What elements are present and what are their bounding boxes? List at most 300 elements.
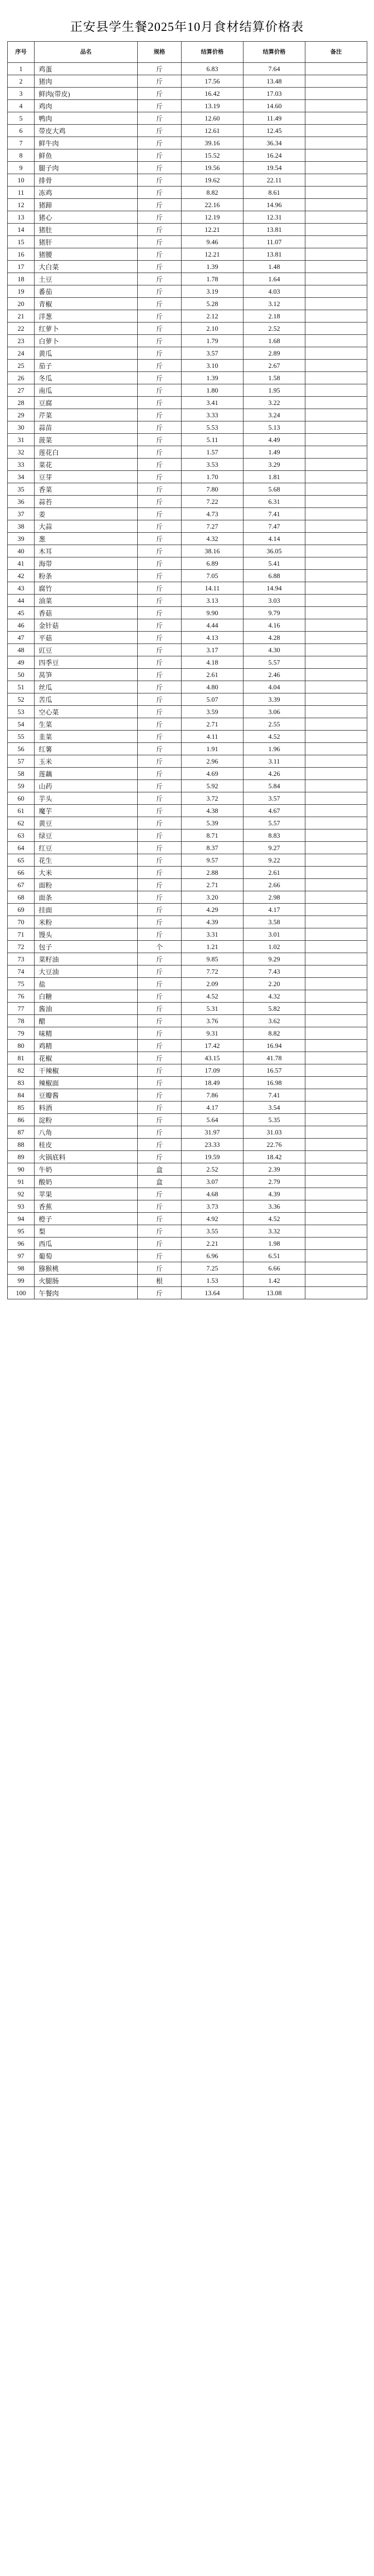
table-row bbox=[8, 446, 367, 459]
cell-index: 24 bbox=[8, 347, 35, 360]
cell-remark bbox=[305, 409, 367, 421]
cell-price-secondary: 31.03 bbox=[243, 1126, 305, 1139]
cell-price-primary: 3.41 bbox=[182, 397, 243, 409]
cell-remark bbox=[305, 891, 367, 904]
cell-name: 南瓜 bbox=[35, 384, 138, 397]
cell-price-primary: 6.83 bbox=[182, 63, 243, 75]
cell-remark bbox=[305, 1188, 367, 1200]
cell-remark bbox=[305, 681, 367, 693]
cell-remark bbox=[305, 990, 367, 1003]
cell-spec: 盒 bbox=[138, 1163, 182, 1176]
cell-name: 猪肚 bbox=[35, 224, 138, 236]
cell-index: 77 bbox=[8, 1003, 35, 1015]
cell-name: 鸡肉 bbox=[35, 100, 138, 112]
cell-remark bbox=[305, 397, 367, 409]
cell-price-secondary: 5.13 bbox=[243, 421, 305, 434]
cell-spec: 斤 bbox=[138, 1250, 182, 1262]
cell-price-secondary: 12.45 bbox=[243, 125, 305, 137]
cell-index: 48 bbox=[8, 644, 35, 656]
cell-price-primary: 7.80 bbox=[182, 483, 243, 496]
cell-spec: 斤 bbox=[138, 780, 182, 792]
cell-index: 11 bbox=[8, 187, 35, 199]
cell-name: 丝瓜 bbox=[35, 681, 138, 693]
cell-price-secondary: 13.81 bbox=[243, 224, 305, 236]
cell-name: 四季豆 bbox=[35, 656, 138, 669]
table-row bbox=[8, 285, 367, 298]
cell-name: 淀粉 bbox=[35, 1114, 138, 1126]
cell-price-secondary: 7.43 bbox=[243, 965, 305, 978]
cell-price-secondary: 5.57 bbox=[243, 656, 305, 669]
cell-remark bbox=[305, 224, 367, 236]
cell-price-primary: 6.89 bbox=[182, 557, 243, 570]
table-row bbox=[8, 965, 367, 978]
cell-name: 油菜 bbox=[35, 595, 138, 607]
cell-price-primary: 3.07 bbox=[182, 1176, 243, 1188]
cell-price-secondary: 4.39 bbox=[243, 1188, 305, 1200]
cell-name: 莲花白 bbox=[35, 446, 138, 459]
cell-remark bbox=[305, 1077, 367, 1089]
cell-remark bbox=[305, 731, 367, 743]
cell-spec: 斤 bbox=[138, 607, 182, 619]
table-row bbox=[8, 792, 367, 805]
cell-remark bbox=[305, 421, 367, 434]
cell-remark bbox=[305, 310, 367, 323]
cell-price-primary: 7.72 bbox=[182, 965, 243, 978]
cell-price-secondary: 4.52 bbox=[243, 1213, 305, 1225]
table-row bbox=[8, 681, 367, 693]
cell-price-primary: 4.80 bbox=[182, 681, 243, 693]
table-row bbox=[8, 953, 367, 965]
cell-name: 味精 bbox=[35, 1027, 138, 1040]
cell-remark bbox=[305, 347, 367, 360]
cell-price-secondary: 2.67 bbox=[243, 360, 305, 372]
table-row bbox=[8, 397, 367, 409]
cell-name: 豆瓣酱 bbox=[35, 1089, 138, 1101]
cell-price-secondary: 13.81 bbox=[243, 248, 305, 261]
cell-price-primary: 9.90 bbox=[182, 607, 243, 619]
cell-price-secondary: 7.64 bbox=[243, 63, 305, 75]
cell-price-secondary: 13.08 bbox=[243, 1287, 305, 1299]
cell-remark bbox=[305, 706, 367, 718]
cell-price-primary: 17.09 bbox=[182, 1064, 243, 1077]
cell-remark bbox=[305, 335, 367, 347]
cell-remark bbox=[305, 953, 367, 965]
cell-remark bbox=[305, 483, 367, 496]
table-row bbox=[8, 1275, 367, 1287]
cell-spec: 斤 bbox=[138, 669, 182, 681]
cell-index: 51 bbox=[8, 681, 35, 693]
cell-price-secondary: 4.04 bbox=[243, 681, 305, 693]
cell-index: 63 bbox=[8, 829, 35, 842]
cell-index: 42 bbox=[8, 570, 35, 582]
table-row bbox=[8, 483, 367, 496]
cell-name: 平菇 bbox=[35, 632, 138, 644]
cell-price-primary: 16.42 bbox=[182, 88, 243, 100]
table-row bbox=[8, 904, 367, 916]
table-row bbox=[8, 421, 367, 434]
cell-index: 73 bbox=[8, 953, 35, 965]
table-row bbox=[8, 1114, 367, 1126]
table-row bbox=[8, 990, 367, 1003]
cell-remark bbox=[305, 261, 367, 273]
cell-index: 13 bbox=[8, 211, 35, 224]
cell-spec: 斤 bbox=[138, 496, 182, 508]
cell-price-primary: 2.71 bbox=[182, 718, 243, 731]
cell-remark bbox=[305, 1003, 367, 1015]
cell-spec: 斤 bbox=[138, 483, 182, 496]
cell-index: 20 bbox=[8, 298, 35, 310]
cell-price-primary: 4.39 bbox=[182, 916, 243, 928]
cell-name: 鲜肉(带皮) bbox=[35, 88, 138, 100]
cell-remark bbox=[305, 434, 367, 446]
table-row bbox=[8, 928, 367, 941]
cell-name: 菜籽油 bbox=[35, 953, 138, 965]
cell-name: 猪肝 bbox=[35, 236, 138, 248]
cell-remark bbox=[305, 360, 367, 372]
cell-index: 72 bbox=[8, 941, 35, 953]
cell-price-primary: 17.42 bbox=[182, 1040, 243, 1052]
cell-name: 馒头 bbox=[35, 928, 138, 941]
cell-price-secondary: 4.30 bbox=[243, 644, 305, 656]
table-row bbox=[8, 656, 367, 669]
table-row bbox=[8, 372, 367, 384]
cell-spec: 斤 bbox=[138, 471, 182, 483]
table-row bbox=[8, 1089, 367, 1101]
cell-index: 16 bbox=[8, 248, 35, 261]
cell-remark bbox=[305, 1200, 367, 1213]
cell-remark bbox=[305, 1040, 367, 1052]
cell-index: 83 bbox=[8, 1077, 35, 1089]
table-row bbox=[8, 162, 367, 174]
cell-name: 金针菇 bbox=[35, 619, 138, 632]
cell-remark bbox=[305, 965, 367, 978]
cell-price-primary: 12.61 bbox=[182, 125, 243, 137]
cell-price-primary: 7.22 bbox=[182, 496, 243, 508]
cell-price-primary: 4.68 bbox=[182, 1188, 243, 1200]
table-row bbox=[8, 879, 367, 891]
cell-spec: 斤 bbox=[138, 681, 182, 693]
cell-remark bbox=[305, 916, 367, 928]
cell-index: 31 bbox=[8, 434, 35, 446]
table-row bbox=[8, 1077, 367, 1089]
cell-price-primary: 4.44 bbox=[182, 619, 243, 632]
cell-price-primary: 19.59 bbox=[182, 1151, 243, 1163]
table-row bbox=[8, 582, 367, 595]
cell-spec: 斤 bbox=[138, 137, 182, 149]
cell-spec: 斤 bbox=[138, 570, 182, 582]
cell-remark bbox=[305, 1287, 367, 1299]
cell-spec: 斤 bbox=[138, 224, 182, 236]
cell-remark bbox=[305, 285, 367, 298]
cell-index: 57 bbox=[8, 755, 35, 768]
cell-remark bbox=[305, 471, 367, 483]
cell-spec: 斤 bbox=[138, 1139, 182, 1151]
cell-price-secondary: 16.57 bbox=[243, 1064, 305, 1077]
cell-price-primary: 3.13 bbox=[182, 595, 243, 607]
cell-price-secondary: 5.84 bbox=[243, 780, 305, 792]
cell-index: 70 bbox=[8, 916, 35, 928]
cell-spec: 斤 bbox=[138, 347, 182, 360]
cell-spec: 斤 bbox=[138, 421, 182, 434]
cell-price-primary: 3.73 bbox=[182, 1200, 243, 1213]
table-row bbox=[8, 211, 367, 224]
cell-remark bbox=[305, 273, 367, 285]
table-row bbox=[8, 137, 367, 149]
cell-index: 58 bbox=[8, 768, 35, 780]
cell-remark bbox=[305, 248, 367, 261]
cell-name: 花椒 bbox=[35, 1052, 138, 1064]
cell-index: 15 bbox=[8, 236, 35, 248]
cell-price-secondary: 3.39 bbox=[243, 693, 305, 706]
cell-spec: 斤 bbox=[138, 928, 182, 941]
cell-price-secondary: 5.68 bbox=[243, 483, 305, 496]
table-row bbox=[8, 669, 367, 681]
cell-price-primary: 5.31 bbox=[182, 1003, 243, 1015]
cell-price-primary: 2.12 bbox=[182, 310, 243, 323]
cell-price-secondary: 3.06 bbox=[243, 706, 305, 718]
table-row bbox=[8, 768, 367, 780]
cell-index: 56 bbox=[8, 743, 35, 755]
cell-remark bbox=[305, 829, 367, 842]
cell-remark bbox=[305, 446, 367, 459]
table-row bbox=[8, 434, 367, 446]
cell-spec: 斤 bbox=[138, 1003, 182, 1015]
cell-price-secondary: 13.48 bbox=[243, 75, 305, 88]
cell-spec: 斤 bbox=[138, 100, 182, 112]
cell-name: 辣椒面 bbox=[35, 1077, 138, 1089]
cell-spec: 斤 bbox=[138, 1287, 182, 1299]
cell-price-secondary: 4.26 bbox=[243, 768, 305, 780]
cell-name: 鸡蛋 bbox=[35, 63, 138, 75]
cell-price-secondary: 1.81 bbox=[243, 471, 305, 483]
cell-name: 带皮大鸡 bbox=[35, 125, 138, 137]
cell-price-secondary: 3.22 bbox=[243, 397, 305, 409]
cell-spec: 斤 bbox=[138, 459, 182, 471]
cell-name: 菜花 bbox=[35, 459, 138, 471]
cell-spec: 斤 bbox=[138, 965, 182, 978]
cell-price-primary: 18.49 bbox=[182, 1077, 243, 1089]
cell-remark bbox=[305, 187, 367, 199]
cell-name: 猪心 bbox=[35, 211, 138, 224]
cell-spec: 斤 bbox=[138, 990, 182, 1003]
cell-name: 豇豆 bbox=[35, 644, 138, 656]
cell-price-primary: 5.28 bbox=[182, 298, 243, 310]
table-row bbox=[8, 88, 367, 100]
cell-spec: 斤 bbox=[138, 372, 182, 384]
cell-remark bbox=[305, 459, 367, 471]
cell-spec: 斤 bbox=[138, 1077, 182, 1089]
cell-spec: 斤 bbox=[138, 1015, 182, 1027]
cell-name: 豆腐 bbox=[35, 397, 138, 409]
cell-price-primary: 4.69 bbox=[182, 768, 243, 780]
cell-price-primary: 3.20 bbox=[182, 891, 243, 904]
cell-price-primary: 43.15 bbox=[182, 1052, 243, 1064]
cell-index: 40 bbox=[8, 545, 35, 557]
cell-spec: 斤 bbox=[138, 1213, 182, 1225]
cell-price-primary: 4.11 bbox=[182, 731, 243, 743]
cell-index: 25 bbox=[8, 360, 35, 372]
header-price-primary: 结算价格 bbox=[182, 42, 243, 63]
cell-index: 49 bbox=[8, 656, 35, 669]
cell-index: 81 bbox=[8, 1052, 35, 1064]
cell-name: 白糖 bbox=[35, 990, 138, 1003]
cell-price-secondary: 9.27 bbox=[243, 842, 305, 854]
cell-name: 山药 bbox=[35, 780, 138, 792]
cell-remark bbox=[305, 112, 367, 125]
cell-price-secondary: 14.96 bbox=[243, 199, 305, 211]
cell-price-primary: 1.70 bbox=[182, 471, 243, 483]
cell-index: 55 bbox=[8, 731, 35, 743]
cell-remark bbox=[305, 1238, 367, 1250]
cell-name: 米粉 bbox=[35, 916, 138, 928]
cell-price-secondary: 2.61 bbox=[243, 867, 305, 879]
cell-remark bbox=[305, 1052, 367, 1064]
cell-spec: 斤 bbox=[138, 632, 182, 644]
table-row bbox=[8, 693, 367, 706]
cell-price-primary: 2.09 bbox=[182, 978, 243, 990]
cell-spec: 斤 bbox=[138, 384, 182, 397]
cell-price-primary: 1.53 bbox=[182, 1275, 243, 1287]
cell-price-primary: 5.64 bbox=[182, 1114, 243, 1126]
cell-index: 89 bbox=[8, 1151, 35, 1163]
cell-remark bbox=[305, 656, 367, 669]
cell-spec: 斤 bbox=[138, 409, 182, 421]
page-title: 正安县学生餐2025年10月食材结算价格表 bbox=[70, 20, 304, 34]
cell-remark bbox=[305, 817, 367, 829]
table-row bbox=[8, 545, 367, 557]
cell-spec: 斤 bbox=[138, 125, 182, 137]
cell-remark bbox=[305, 1101, 367, 1114]
cell-price-primary: 4.92 bbox=[182, 1213, 243, 1225]
cell-price-primary: 4.73 bbox=[182, 508, 243, 520]
cell-price-secondary: 7.41 bbox=[243, 508, 305, 520]
cell-price-secondary: 9.79 bbox=[243, 607, 305, 619]
cell-name: 芋头 bbox=[35, 792, 138, 805]
cell-price-secondary: 8.82 bbox=[243, 1027, 305, 1040]
cell-remark bbox=[305, 693, 367, 706]
cell-remark bbox=[305, 867, 367, 879]
cell-price-primary: 3.10 bbox=[182, 360, 243, 372]
cell-index: 28 bbox=[8, 397, 35, 409]
cell-index: 29 bbox=[8, 409, 35, 421]
cell-index: 62 bbox=[8, 817, 35, 829]
table-row bbox=[8, 805, 367, 817]
cell-index: 46 bbox=[8, 619, 35, 632]
cell-price-secondary: 6.66 bbox=[243, 1262, 305, 1275]
cell-name: 苹果 bbox=[35, 1188, 138, 1200]
cell-index: 38 bbox=[8, 520, 35, 533]
table-row bbox=[8, 743, 367, 755]
cell-index: 74 bbox=[8, 965, 35, 978]
cell-index: 98 bbox=[8, 1262, 35, 1275]
cell-name: 花生 bbox=[35, 854, 138, 867]
cell-name: 大豆油 bbox=[35, 965, 138, 978]
cell-name: 洋葱 bbox=[35, 310, 138, 323]
cell-price-primary: 9.85 bbox=[182, 953, 243, 965]
cell-index: 10 bbox=[8, 174, 35, 187]
cell-price-secondary: 3.62 bbox=[243, 1015, 305, 1027]
cell-index: 60 bbox=[8, 792, 35, 805]
cell-remark bbox=[305, 718, 367, 731]
cell-remark bbox=[305, 595, 367, 607]
cell-spec: 斤 bbox=[138, 768, 182, 780]
cell-remark bbox=[305, 1015, 367, 1027]
cell-index: 18 bbox=[8, 273, 35, 285]
table-row bbox=[8, 459, 367, 471]
cell-price-primary: 19.56 bbox=[182, 162, 243, 174]
table-row bbox=[8, 199, 367, 211]
table-row bbox=[8, 1027, 367, 1040]
cell-price-secondary: 3.12 bbox=[243, 298, 305, 310]
cell-price-secondary: 9.29 bbox=[243, 953, 305, 965]
table-row bbox=[8, 1225, 367, 1238]
cell-price-secondary: 2.79 bbox=[243, 1176, 305, 1188]
cell-spec: 斤 bbox=[138, 162, 182, 174]
cell-index: 37 bbox=[8, 508, 35, 520]
cell-name: 莴笋 bbox=[35, 669, 138, 681]
cell-remark bbox=[305, 879, 367, 891]
cell-name: 红萝卜 bbox=[35, 323, 138, 335]
cell-price-secondary: 2.46 bbox=[243, 669, 305, 681]
cell-remark bbox=[305, 100, 367, 112]
cell-price-secondary: 41.78 bbox=[243, 1052, 305, 1064]
cell-remark bbox=[305, 669, 367, 681]
cell-price-secondary: 4.16 bbox=[243, 619, 305, 632]
table-row bbox=[8, 941, 367, 953]
cell-index: 82 bbox=[8, 1064, 35, 1077]
cell-spec: 斤 bbox=[138, 755, 182, 768]
cell-spec: 斤 bbox=[138, 1027, 182, 1040]
table-row bbox=[8, 570, 367, 582]
cell-price-primary: 3.33 bbox=[182, 409, 243, 421]
cell-name: 猪肉 bbox=[35, 75, 138, 88]
cell-name: 八角 bbox=[35, 1126, 138, 1139]
cell-price-secondary: 3.03 bbox=[243, 595, 305, 607]
cell-index: 79 bbox=[8, 1027, 35, 1040]
cell-remark bbox=[305, 372, 367, 384]
table-row bbox=[8, 323, 367, 335]
table-row bbox=[8, 1200, 367, 1213]
cell-spec: 斤 bbox=[138, 1200, 182, 1213]
cell-remark bbox=[305, 545, 367, 557]
cell-price-secondary: 22.76 bbox=[243, 1139, 305, 1151]
cell-price-primary: 5.11 bbox=[182, 434, 243, 446]
cell-price-primary: 19.62 bbox=[182, 174, 243, 187]
cell-price-primary: 8.71 bbox=[182, 829, 243, 842]
cell-price-secondary: 3.01 bbox=[243, 928, 305, 941]
cell-price-primary: 3.31 bbox=[182, 928, 243, 941]
table-row bbox=[8, 224, 367, 236]
cell-price-primary: 4.18 bbox=[182, 656, 243, 669]
cell-name: 西瓜 bbox=[35, 1238, 138, 1250]
cell-price-primary: 3.72 bbox=[182, 792, 243, 805]
cell-name: 姜 bbox=[35, 508, 138, 520]
cell-spec: 斤 bbox=[138, 1188, 182, 1200]
cell-price-secondary: 7.41 bbox=[243, 1089, 305, 1101]
table-row bbox=[8, 780, 367, 792]
cell-spec: 斤 bbox=[138, 1126, 182, 1139]
table-row bbox=[8, 298, 367, 310]
cell-index: 32 bbox=[8, 446, 35, 459]
cell-remark bbox=[305, 928, 367, 941]
cell-price-secondary: 4.17 bbox=[243, 904, 305, 916]
cell-price-primary: 3.76 bbox=[182, 1015, 243, 1027]
cell-remark bbox=[305, 805, 367, 817]
cell-remark bbox=[305, 941, 367, 953]
cell-index: 86 bbox=[8, 1114, 35, 1126]
cell-price-secondary: 3.57 bbox=[243, 792, 305, 805]
cell-index: 65 bbox=[8, 854, 35, 867]
